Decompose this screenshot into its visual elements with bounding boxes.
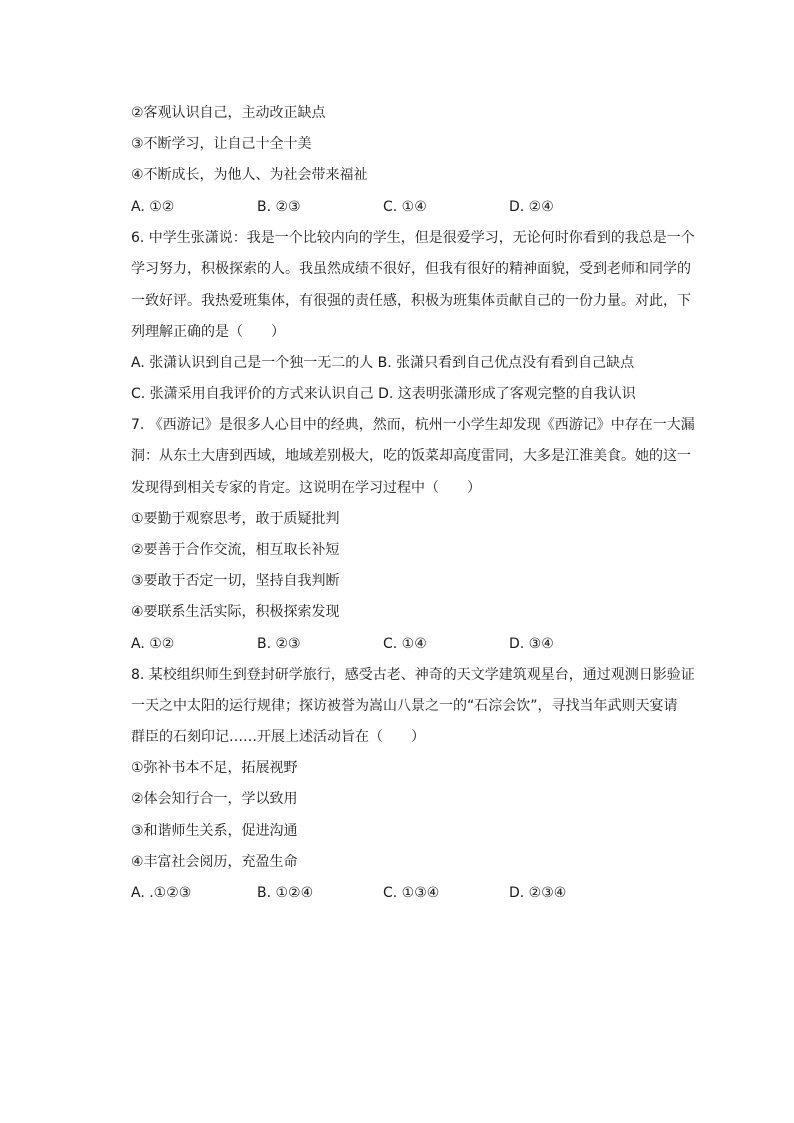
q7-stem-line-2: 洞：从东土大唐到西域，地域差别极大，吃的饭菜却高度雷同，大多是江淮美食。她的这一 [131, 448, 691, 464]
q6-option-cd[interactable]: C. 张潇采用自我评价的方式来认识自己 D. 这表明张潇形成了客观完整的自我认识 [131, 386, 636, 402]
q6-option-ab[interactable]: A. 张潇认识到自己是一个独一无二的人 B. 张潇只看到自己优点没有看到自己缺点 [131, 355, 635, 371]
q7-item-4: ④要联系生活实际，积极探索发现 [131, 604, 340, 620]
q5-item-2: ②客观认识自己，主动改正缺点 [131, 105, 326, 121]
q8-option-b[interactable]: B. ①②④ [257, 885, 314, 901]
q8-option-c[interactable]: C. ①③④ [383, 885, 440, 901]
q7-item-3: ③要敢于否定一切，坚持自我判断 [131, 573, 340, 589]
q7-option-c[interactable]: C. ①④ [383, 636, 427, 652]
q5-option-a[interactable]: A. ①② [131, 199, 175, 215]
q7-item-1: ①要勤于观察思考，敢于质疑批判 [131, 511, 340, 527]
q6-stem-line-1: 6. 中学生张潇说：我是一个比较内向的学生，但是很爱学习，无论何时你看到的我总是一个 [131, 230, 695, 246]
q8-stem-line-3: 群臣的石刻印记……开展上述活动旨在（ ） [131, 729, 425, 745]
q5-option-b[interactable]: B. ②③ [257, 199, 301, 215]
q6-stem-line-2: 学习努力，积极探索的人。我虽然成绩不很好，但我有很好的精神面貌，受到老师和同学的 [131, 261, 691, 277]
q8-stem-line-1: 8. 某校组织师生到登封研学旅行，感受古老、神奇的天文学建筑观星台，通过观测日影验证 [131, 667, 695, 683]
q7-stem-line-3: 发现得到相关专家的肯定。这说明在学习过程中（ ） [131, 480, 481, 496]
q8-option-a[interactable]: A. .①②③ [131, 885, 192, 901]
q5-item-3: ③不断学习，让自己十全十美 [131, 136, 312, 152]
q5-option-c[interactable]: C. ①④ [383, 199, 427, 215]
q7-option-a[interactable]: A. ①② [131, 636, 175, 652]
q6-stem-line-3: 一致好评。我热爱班集体，有很强的责任感，积极为班集体贡献自己的一份力量。对此，下 [131, 293, 691, 309]
q8-item-2: ②体会知行合一，学以致用 [131, 791, 298, 807]
q8-item-3: ③和谐师生关系，促进沟通 [131, 823, 298, 839]
q8-item-1: ①弥补书本不足，拓展视野 [131, 760, 298, 776]
q5-option-d[interactable]: D. ②④ [509, 199, 554, 215]
q7-stem-line-1: 7. 《西游记》是很多人心目中的经典，然而，杭州一小学生却发现《西游记》中存在一大漏 [131, 417, 695, 433]
q8-item-4: ④丰富社会阅历，充盈生命 [131, 854, 298, 870]
q6-stem-line-4: 列理解正确的是（ ） [131, 324, 285, 340]
q5-item-4: ④不断成长，为他人、为社会带来福祉 [131, 167, 368, 183]
q8-stem-line-2: 一天之中太阳的运行规律；探访被誉为嵩山八景之一的“石淙会饮”，寻找当年武则天宴请 [131, 698, 678, 714]
q7-option-d[interactable]: D. ③④ [509, 636, 554, 652]
q7-item-2: ②要善于合作交流，相互取长补短 [131, 542, 340, 558]
q7-option-b[interactable]: B. ②③ [257, 636, 301, 652]
q8-option-d[interactable]: D. ②③④ [509, 885, 567, 901]
